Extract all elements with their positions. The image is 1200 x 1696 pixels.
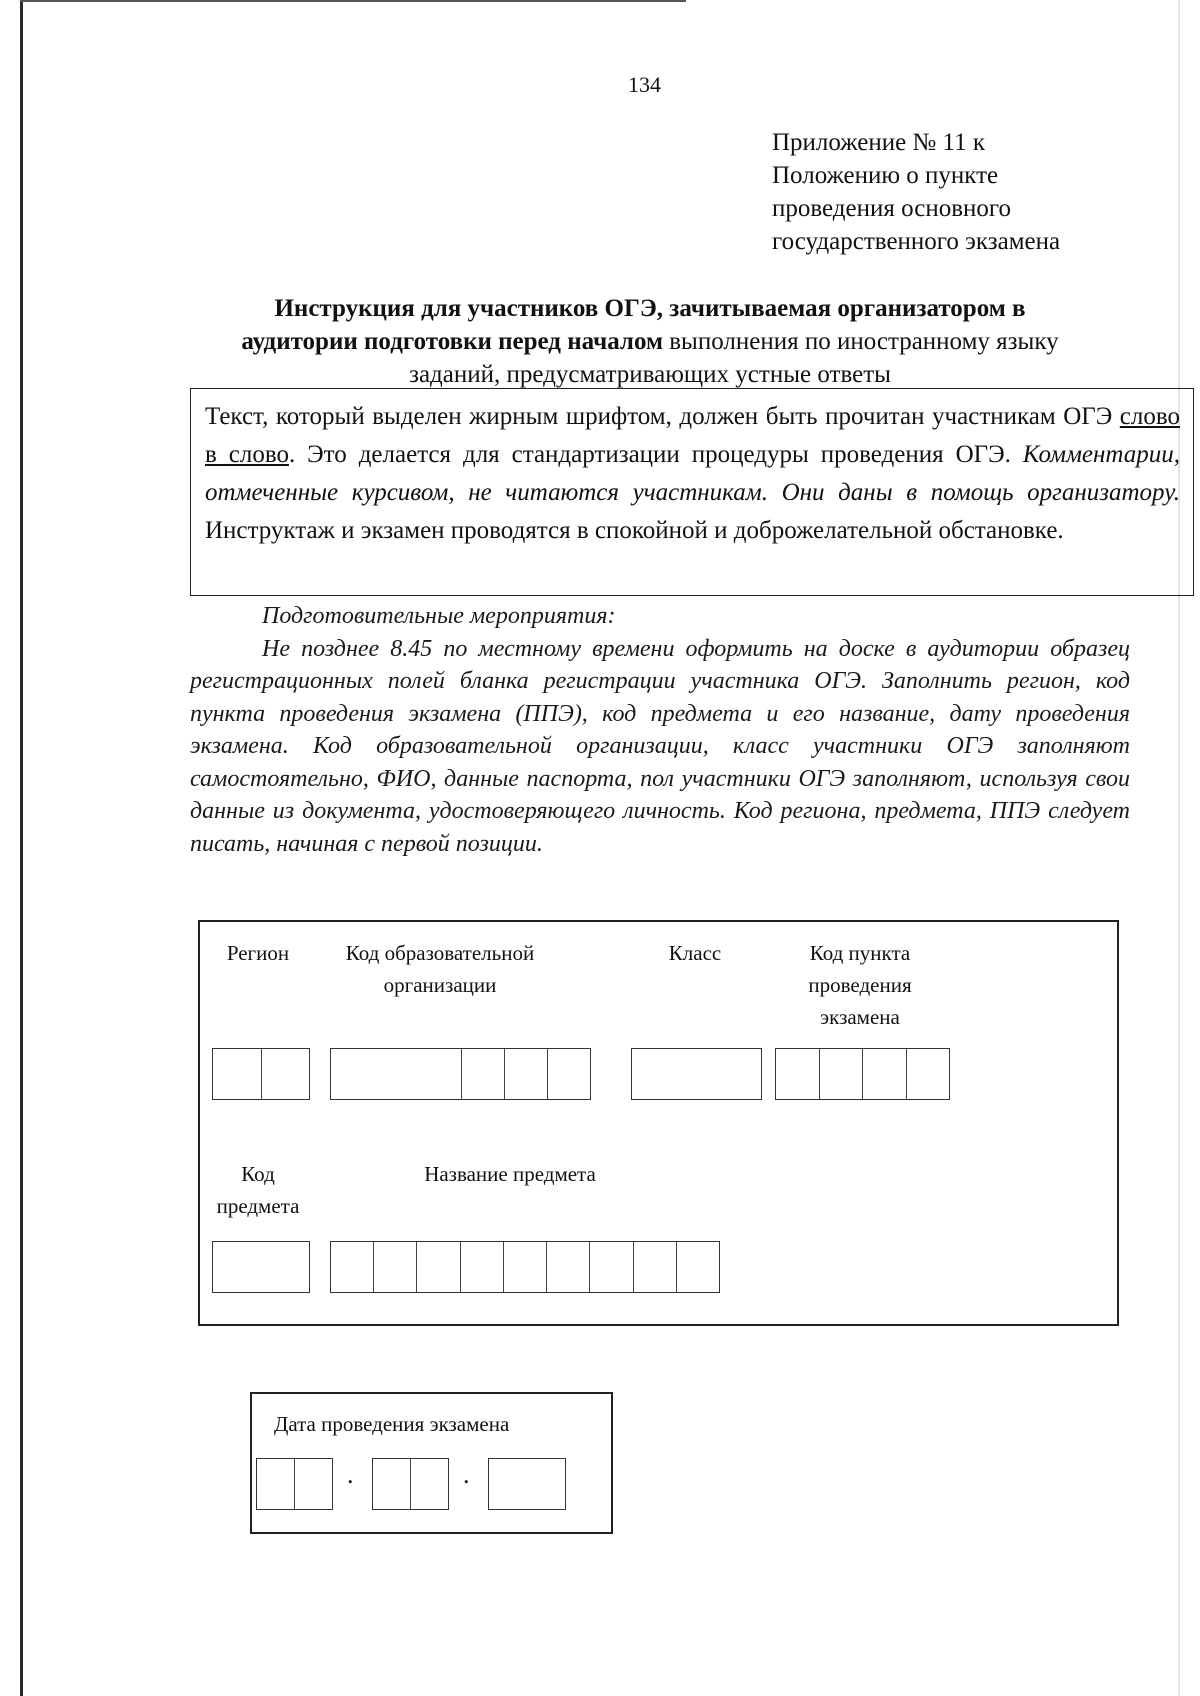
label-subject-code-line-2: предмета <box>216 1194 300 1218</box>
date-day-cells[interactable] <box>256 1458 333 1510</box>
ppe-code-cell[interactable] <box>819 1049 863 1099</box>
page-number: 134 <box>628 72 661 97</box>
notice-italic: Комментарии, отмеченные курсивом, не читаются участникам. Они даны в помощь организатору. <box>205 441 1181 506</box>
appendix-line: государственного экзамена <box>772 228 1061 255</box>
scan-top-edge <box>20 0 686 2</box>
appendix-line: Приложение № 11 к <box>772 129 986 156</box>
title-line-1: Инструкция для участников ОГЭ, зачитываемая организатором в <box>274 295 1026 322</box>
class-cell[interactable] <box>632 1049 761 1099</box>
label-org-code-line-2: организации <box>383 973 497 997</box>
label-region: Регион <box>226 941 290 965</box>
title-line-2-bold: аудитории подготовки перед началом <box>241 328 663 355</box>
label-org-code <box>320 937 560 1001</box>
label-exam-date: Дата проведения экзамена <box>274 1412 510 1436</box>
label-subject-code-line-1: Код <box>241 1162 275 1186</box>
subject-name-cell[interactable] <box>633 1242 676 1292</box>
class-cells[interactable] <box>631 1048 762 1100</box>
org-code-cell[interactable] <box>461 1049 504 1099</box>
org-code-cell[interactable] <box>504 1049 547 1099</box>
label-subject-code <box>213 1158 303 1222</box>
label-org-code-line-1: Код образовательной <box>345 941 535 965</box>
subject-code-cell[interactable] <box>213 1242 309 1292</box>
subject-name-cell[interactable] <box>373 1242 416 1292</box>
appendix-reference <box>772 126 1060 258</box>
org-code-cell[interactable] <box>547 1049 590 1099</box>
title-line-3: заданий, предусматривающих устные ответы <box>409 361 891 388</box>
subject-name-cell[interactable] <box>676 1242 719 1292</box>
document-title <box>150 292 1150 391</box>
ppe-code-cells[interactable] <box>775 1048 950 1100</box>
preparation-section <box>190 600 1130 860</box>
subject-name-cells[interactable] <box>330 1241 720 1293</box>
subject-name-cell[interactable] <box>589 1242 632 1292</box>
date-day-cell[interactable] <box>294 1459 332 1509</box>
label-subject-name: Название предмета <box>424 1162 596 1186</box>
subject-name-cell[interactable] <box>416 1242 459 1292</box>
title-line-2-rest: выполнения по иностранному языку <box>663 328 1059 355</box>
notice-underlined: слово в слово <box>205 403 1180 468</box>
date-month-cell[interactable] <box>373 1459 410 1509</box>
ppe-code-cell[interactable] <box>906 1049 950 1099</box>
date-month-cell[interactable] <box>410 1459 448 1509</box>
scan-left-edge <box>20 0 23 1696</box>
subject-code-cells[interactable] <box>212 1241 310 1293</box>
ppe-code-cell[interactable] <box>862 1049 906 1099</box>
subject-name-cell[interactable] <box>460 1242 503 1292</box>
label-class: Класс <box>668 941 722 965</box>
preparation-heading: Подготовительные мероприятия: <box>262 603 616 629</box>
label-ppe-line-1: Код пункта <box>809 941 911 965</box>
date-day-cell[interactable] <box>257 1459 294 1509</box>
notice-text <box>205 398 1180 550</box>
label-ppe-code <box>790 937 930 1033</box>
subject-name-cell[interactable] <box>503 1242 546 1292</box>
notice-part-3: Инструктаж и экзамен проводятся в спокойной и доброжелательной обстановке. <box>205 517 1064 544</box>
org-code-cells[interactable] <box>330 1048 591 1100</box>
date-year-cells[interactable] <box>488 1458 566 1510</box>
ppe-code-cell[interactable] <box>776 1049 819 1099</box>
label-ppe-line-3: экзамена <box>820 1005 900 1029</box>
region-cell[interactable] <box>213 1049 261 1099</box>
appendix-line: Положению о пункте <box>772 162 999 189</box>
scan-right-edge <box>1178 0 1180 1696</box>
registration-fields-sample <box>198 920 1119 1326</box>
subject-name-cell[interactable] <box>546 1242 589 1292</box>
date-separator: . <box>463 1460 470 1489</box>
preparation-body: Не позднее 8.45 по местному времени оформить на доске в аудитории образец регистрационных полей бланка регистрации участника ОГЭ. Заполнить регион, код пункта проведения экзамена (ППЭ), код предмета и его название, дату проведения экзамена. Код образовательной организации, класс участники ОГЭ заполняют самостоятельно, ФИО, данные паспорта, пол участники ОГЭ заполняют, используя свои данные из документа, удостоверяющего личность. Код региона, предмета, ППЭ следует писать, начиная с первой позиции. <box>190 635 1130 857</box>
region-cells[interactable] <box>212 1048 310 1100</box>
appendix-line: проведения основного <box>772 195 1012 222</box>
date-month-cells[interactable] <box>372 1458 449 1510</box>
notice-part-1: Текст, который выделен жирным шрифтом, должен быть прочитан участникам ОГЭ <box>205 403 1120 430</box>
date-year-cell[interactable] <box>489 1459 565 1509</box>
label-ppe-line-2: проведения <box>808 973 912 997</box>
exam-date-box <box>250 1392 613 1534</box>
subject-name-cell[interactable] <box>331 1242 373 1292</box>
org-code-cell[interactable] <box>331 1049 461 1099</box>
date-separator: . <box>347 1460 354 1489</box>
region-cell[interactable] <box>261 1049 310 1099</box>
notice-part-2: . Это делается для стандартизации процедуры проведения ОГЭ. <box>288 441 1023 468</box>
